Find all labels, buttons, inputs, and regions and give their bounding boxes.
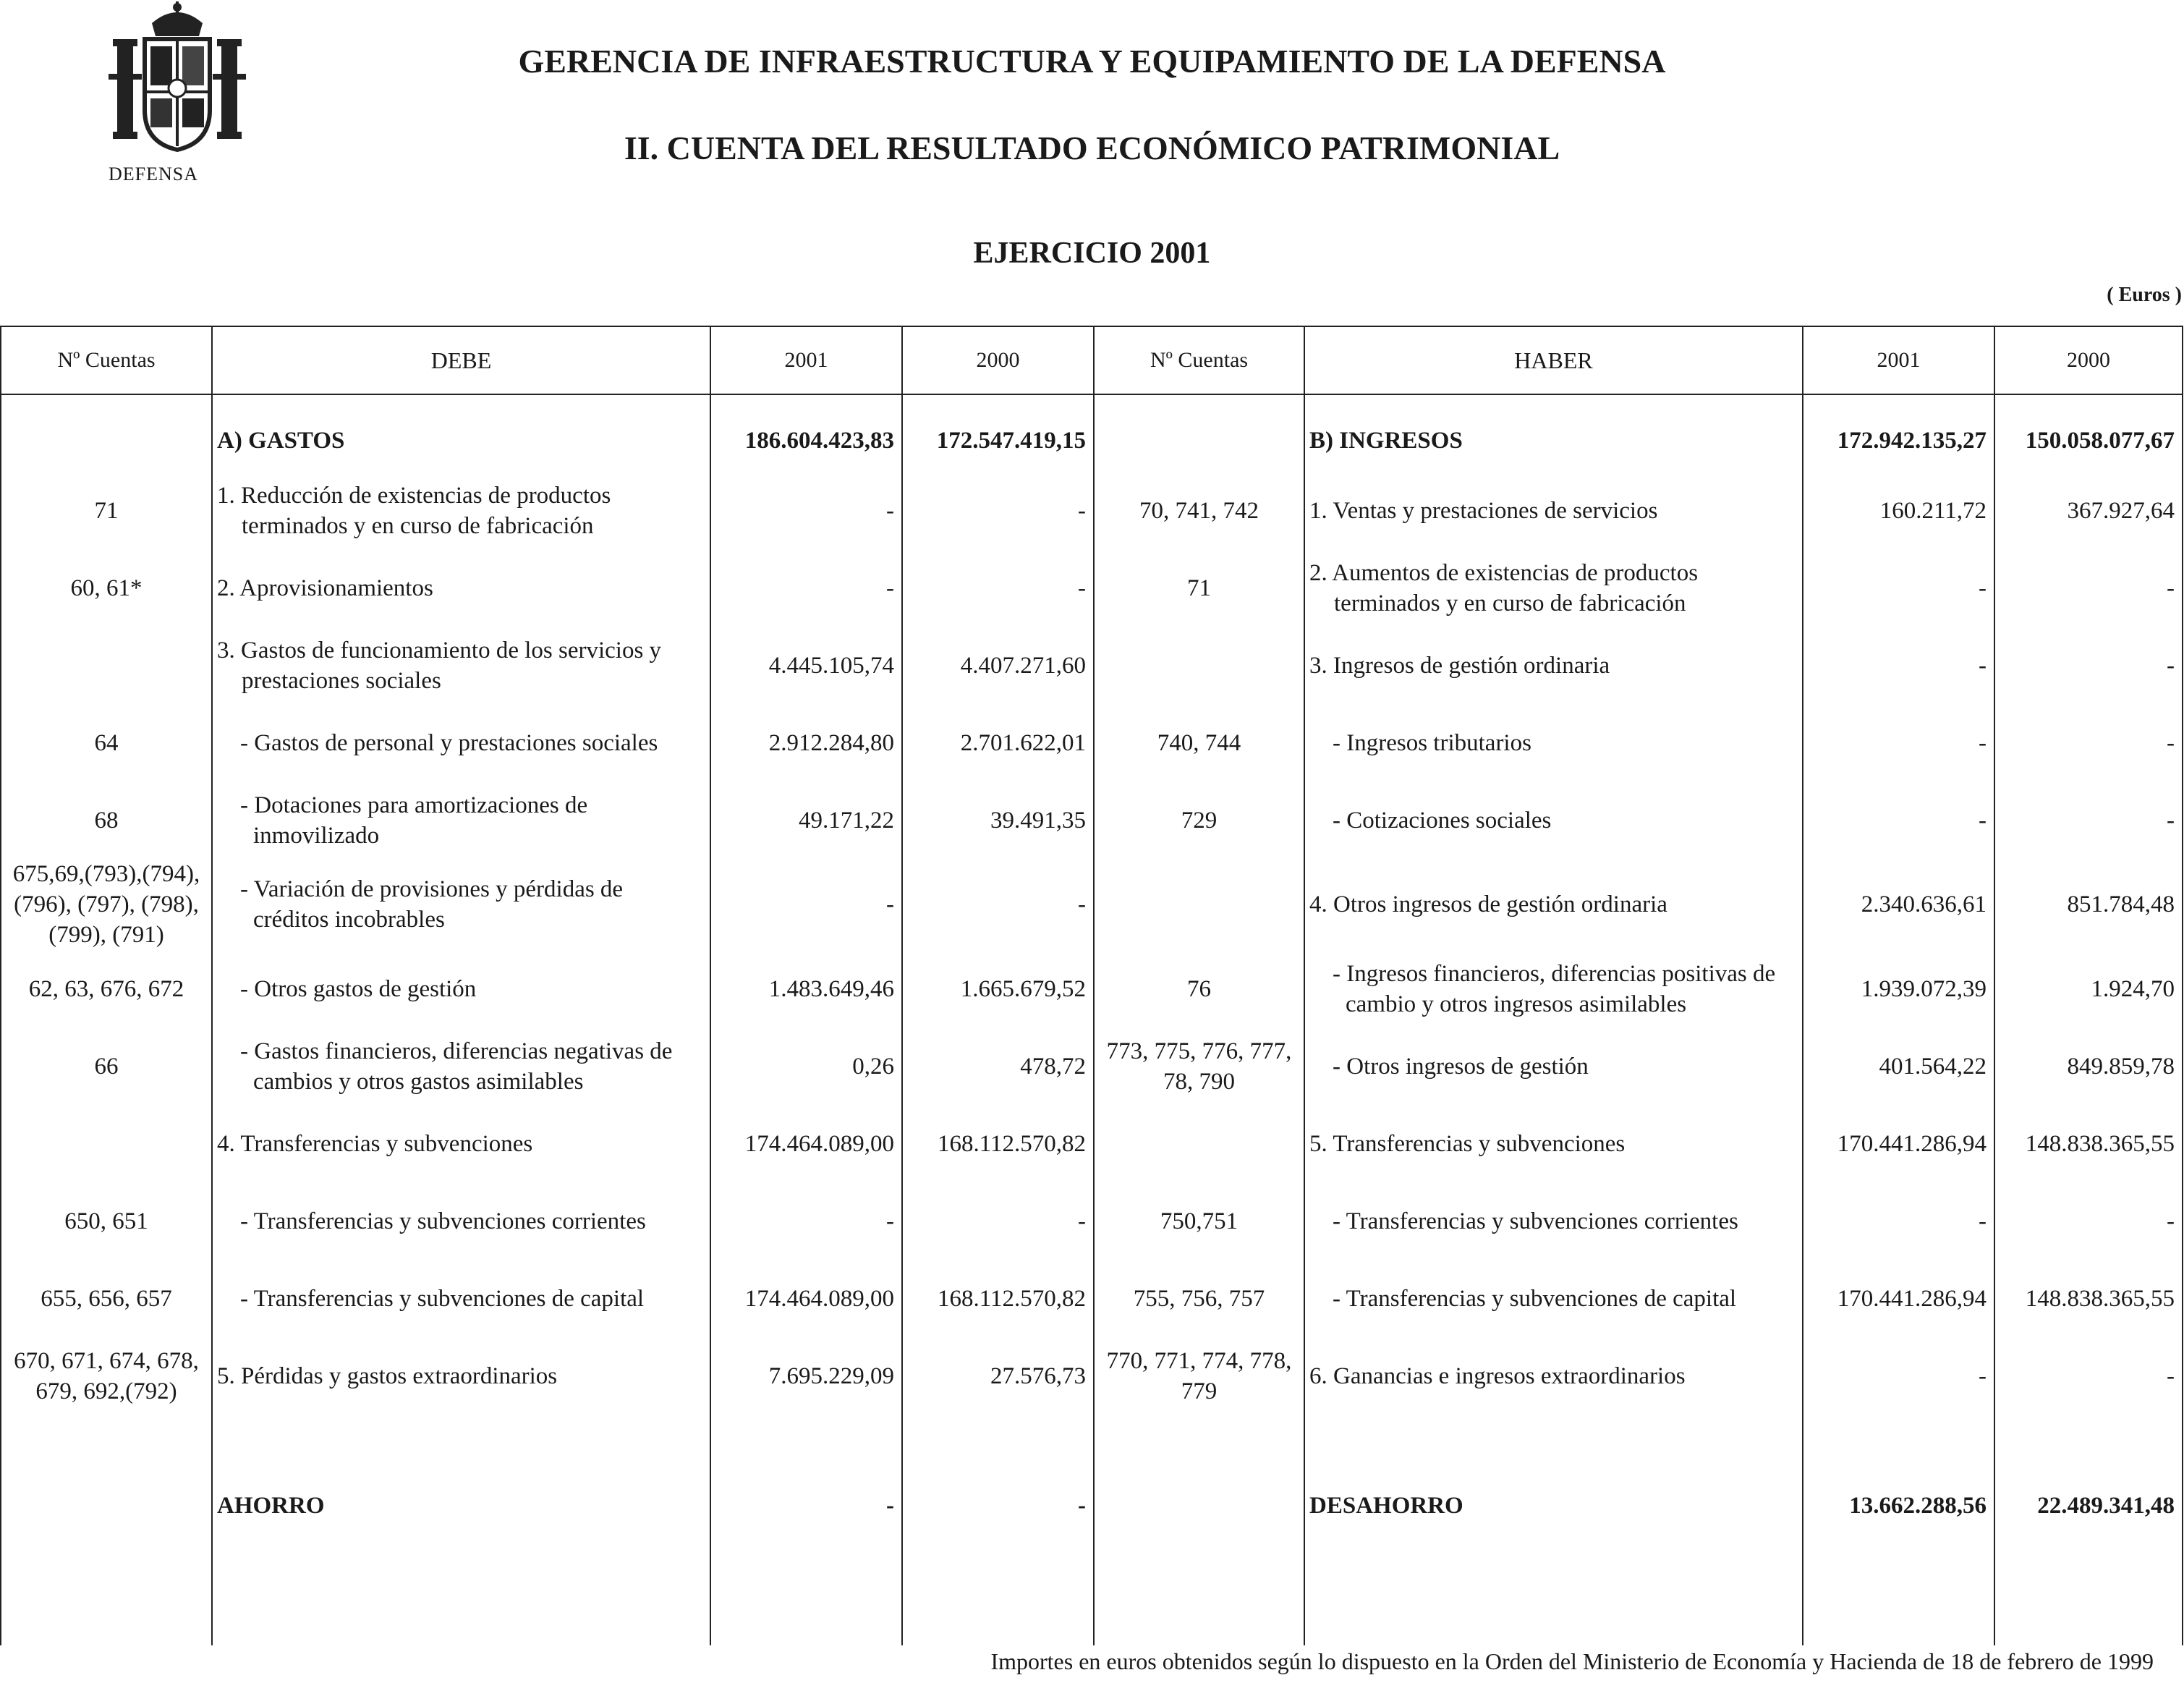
debe-2001: - [710, 1182, 902, 1260]
haber-2001: - [1803, 627, 1994, 704]
haber-account: 76 [1094, 950, 1304, 1027]
debe-2001: 7.695.229,09 [710, 1337, 902, 1415]
haber-2000: 849.859,78 [1994, 1027, 2183, 1105]
ahorro-2001: - [710, 1467, 902, 1544]
haber-2001: - [1803, 1182, 1994, 1260]
col-accounts-right: Nº Cuentas [1094, 326, 1304, 394]
table-row [1, 781, 2183, 859]
debe-label: 3. Gastos de funcionamiento de los servicios y prestaciones sociales [212, 627, 710, 704]
debe-account: 62, 63, 676, 672 [1, 950, 212, 1027]
debe-account: 675,69,(793),(794), (796), (797), (798), (799), (791) [1, 859, 212, 950]
table-row-result [1, 1467, 2183, 1544]
debe-2000: 478,72 [902, 1027, 1094, 1105]
haber-account [1094, 627, 1304, 704]
haber-account: 755, 756, 757 [1094, 1260, 1304, 1337]
haber-2000: 1.924,70 [1994, 950, 2183, 1027]
haber-account: 740, 744 [1094, 704, 1304, 781]
footer-note: Importes en euros obtenidos según lo dispuesto en la Orden del Ministerio de Economía y Hacienda de 18 de febrero de 1999 [990, 1648, 2154, 1674]
debe-label: - Transferencias y subvenciones de capital [212, 1260, 710, 1337]
debe-2001: 49.171,22 [710, 781, 902, 859]
debe-2001: 4.445.105,74 [710, 627, 902, 704]
debe-2000: - [902, 549, 1094, 627]
col-haber: HABER [1304, 326, 1803, 394]
haber-label: - Otros ingresos de gestión [1304, 1027, 1803, 1105]
logo-label: DEFENSA [109, 164, 199, 185]
haber-label: - Transferencias y subvenciones corrientes [1304, 1182, 1803, 1260]
debe-2000: 1.665.679,52 [902, 950, 1094, 1027]
haber-2000: - [1994, 1182, 2183, 1260]
haber-label: - Transferencias y subvenciones de capital [1304, 1260, 1803, 1337]
table-bottom-row [1, 1544, 2183, 1645]
table-row [1, 950, 2183, 1027]
haber-account: 770, 771, 774, 778, 779 [1094, 1337, 1304, 1415]
haber-account: 729 [1094, 781, 1304, 859]
debe-2001: 2.912.284,80 [710, 704, 902, 781]
haber-label: 4. Otros ingresos de gestión ordinaria [1304, 859, 1803, 950]
debe-account: 650, 651 [1, 1182, 212, 1260]
table-row [1, 1260, 2183, 1337]
haber-2000: - [1994, 781, 2183, 859]
debe-label: 5. Pérdidas y gastos extraordinarios [212, 1337, 710, 1415]
haber-2001: 172.942.135,27 [1803, 394, 1994, 472]
haber-label: - Ingresos tributarios [1304, 704, 1803, 781]
debe-2000: 168.112.570,82 [902, 1105, 1094, 1182]
debe-2000: 172.547.419,15 [902, 394, 1094, 472]
haber-2000: 150.058.077,67 [1994, 394, 2183, 472]
debe-label: - Variación de provisiones y pérdidas de créditos incobrables [212, 859, 710, 950]
debe-2001: 1.483.649,46 [710, 950, 902, 1027]
debe-account [1, 627, 212, 704]
haber-label: - Cotizaciones sociales [1304, 781, 1803, 859]
col-2000-left: 2000 [902, 326, 1094, 394]
haber-2001: 401.564,22 [1803, 1027, 1994, 1105]
table-row [1, 627, 2183, 704]
debe-account: 655, 656, 657 [1, 1260, 212, 1337]
debe-2000: 27.576,73 [902, 1337, 1094, 1415]
haber-2000: - [1994, 704, 2183, 781]
haber-2000: - [1994, 1337, 2183, 1415]
ahorro-2000: - [902, 1467, 1094, 1544]
haber-label: - Ingresos financieros, diferencias positivas de cambio y otros ingresos asimilables [1304, 950, 1803, 1027]
table-row [1, 704, 2183, 781]
haber-label: 1. Ventas y prestaciones de servicios [1304, 472, 1803, 549]
table-row [1, 1182, 2183, 1260]
haber-2001: - [1803, 1337, 1994, 1415]
haber-2000: - [1994, 549, 2183, 627]
haber-account: 71 [1094, 549, 1304, 627]
haber-label: 6. Ganancias e ingresos extraordinarios [1304, 1337, 1803, 1415]
haber-account [1094, 859, 1304, 950]
table-row [1, 472, 2183, 549]
debe-label: 4. Transferencias y subvenciones [212, 1105, 710, 1182]
exercise-year: EJERCICIO 2001 [973, 237, 1211, 270]
debe-label: A) GASTOS [212, 394, 710, 472]
debe-label: - Otros gastos de gestión [212, 950, 710, 1027]
debe-account: 60, 61* [1, 549, 212, 627]
col-2001-left: 2001 [710, 326, 902, 394]
debe-2000: 168.112.570,82 [902, 1260, 1094, 1337]
haber-2001: 1.939.072,39 [1803, 950, 1994, 1027]
haber-2001: - [1803, 549, 1994, 627]
desahorro-2001: 13.662.288,56 [1803, 1467, 1994, 1544]
currency-units: ( Euros ) [2107, 284, 2182, 306]
debe-label: - Gastos financieros, diferencias negativas de cambios y otros gastos asimilables [212, 1027, 710, 1105]
debe-label: - Transferencias y subvenciones corrientes [212, 1182, 710, 1260]
haber-2000: 148.838.365,55 [1994, 1260, 2183, 1337]
debe-2000: - [902, 1182, 1094, 1260]
haber-label: 5. Transferencias y subvenciones [1304, 1105, 1803, 1182]
haber-label: 2. Aumentos de existencias de productos terminados y en curso de fabricación [1304, 549, 1803, 627]
haber-account: 773, 775, 776, 777, 78, 790 [1094, 1027, 1304, 1105]
haber-2001: 160.211,72 [1803, 472, 1994, 549]
report-subtitle: II. CUENTA DEL RESULTADO ECONÓMICO PATRIMONIAL [624, 130, 1560, 166]
haber-account [1094, 394, 1304, 472]
haber-account: 750,751 [1094, 1182, 1304, 1260]
haber-2000: 851.784,48 [1994, 859, 2183, 950]
haber-2000: - [1994, 627, 2183, 704]
col-accounts-left: Nº Cuentas [1, 326, 212, 394]
table-header-row [1, 326, 2183, 394]
haber-2001: 2.340.636,61 [1803, 859, 1994, 950]
table-row [1, 1027, 2183, 1105]
table-row [1, 549, 2183, 627]
debe-2001: - [710, 859, 902, 950]
debe-2000: 39.491,35 [902, 781, 1094, 859]
table-row [1, 859, 2183, 950]
debe-2000: - [902, 472, 1094, 549]
debe-account: 68 [1, 781, 212, 859]
debe-label: - Gastos de personal y prestaciones sociales [212, 704, 710, 781]
debe-2001: 186.604.423,83 [710, 394, 902, 472]
col-debe: DEBE [212, 326, 710, 394]
col-2001-right: 2001 [1803, 326, 1994, 394]
haber-account [1094, 1105, 1304, 1182]
debe-label: 1. Reducción de existencias de productos terminados y en curso de fabricación [212, 472, 710, 549]
haber-label: 3. Ingresos de gestión ordinaria [1304, 627, 1803, 704]
table-row-gastos-ingresos [1, 394, 2183, 472]
debe-account: 64 [1, 704, 212, 781]
debe-account: 71 [1, 472, 212, 549]
debe-account: 670, 671, 674, 678, 679, 692,(792) [1, 1337, 212, 1415]
results-table [0, 326, 2183, 1645]
debe-2001: - [710, 472, 902, 549]
haber-2001: 170.441.286,94 [1803, 1260, 1994, 1337]
debe-label: 2. Aprovisionamientos [212, 549, 710, 627]
ahorro-label: AHORRO [212, 1467, 710, 1544]
col-2000-right: 2000 [1994, 326, 2183, 394]
debe-account [1, 394, 212, 472]
table-row [1, 1337, 2183, 1415]
debe-2001: - [710, 549, 902, 627]
debe-2001: 174.464.089,00 [710, 1260, 902, 1337]
desahorro-label: DESAHORRO [1304, 1467, 1803, 1544]
haber-2000: 367.927,64 [1994, 472, 2183, 549]
haber-label: B) INGRESOS [1304, 394, 1803, 472]
table-row [1, 1105, 2183, 1182]
desahorro-2000: 22.489.341,48 [1994, 1467, 2183, 1544]
debe-2001: 174.464.089,00 [710, 1105, 902, 1182]
haber-2000: 148.838.365,55 [1994, 1105, 2183, 1182]
page-title: GERENCIA DE INFRAESTRUCTURA Y EQUIPAMIENTO DE LA DEFENSA [518, 43, 1666, 80]
haber-2001: - [1803, 704, 1994, 781]
haber-account: 70, 741, 742 [1094, 472, 1304, 549]
debe-2000: 2.701.622,01 [902, 704, 1094, 781]
haber-2001: 170.441.286,94 [1803, 1105, 1994, 1182]
debe-account [1, 1105, 212, 1182]
debe-2000: - [902, 859, 1094, 950]
debe-account: 66 [1, 1027, 212, 1105]
debe-2001: 0,26 [710, 1027, 902, 1105]
haber-2001: - [1803, 781, 1994, 859]
debe-2000: 4.407.271,60 [902, 627, 1094, 704]
table-spacer-row [1, 1415, 2183, 1467]
debe-label: - Dotaciones para amortizaciones de inmovilizado [212, 781, 710, 859]
